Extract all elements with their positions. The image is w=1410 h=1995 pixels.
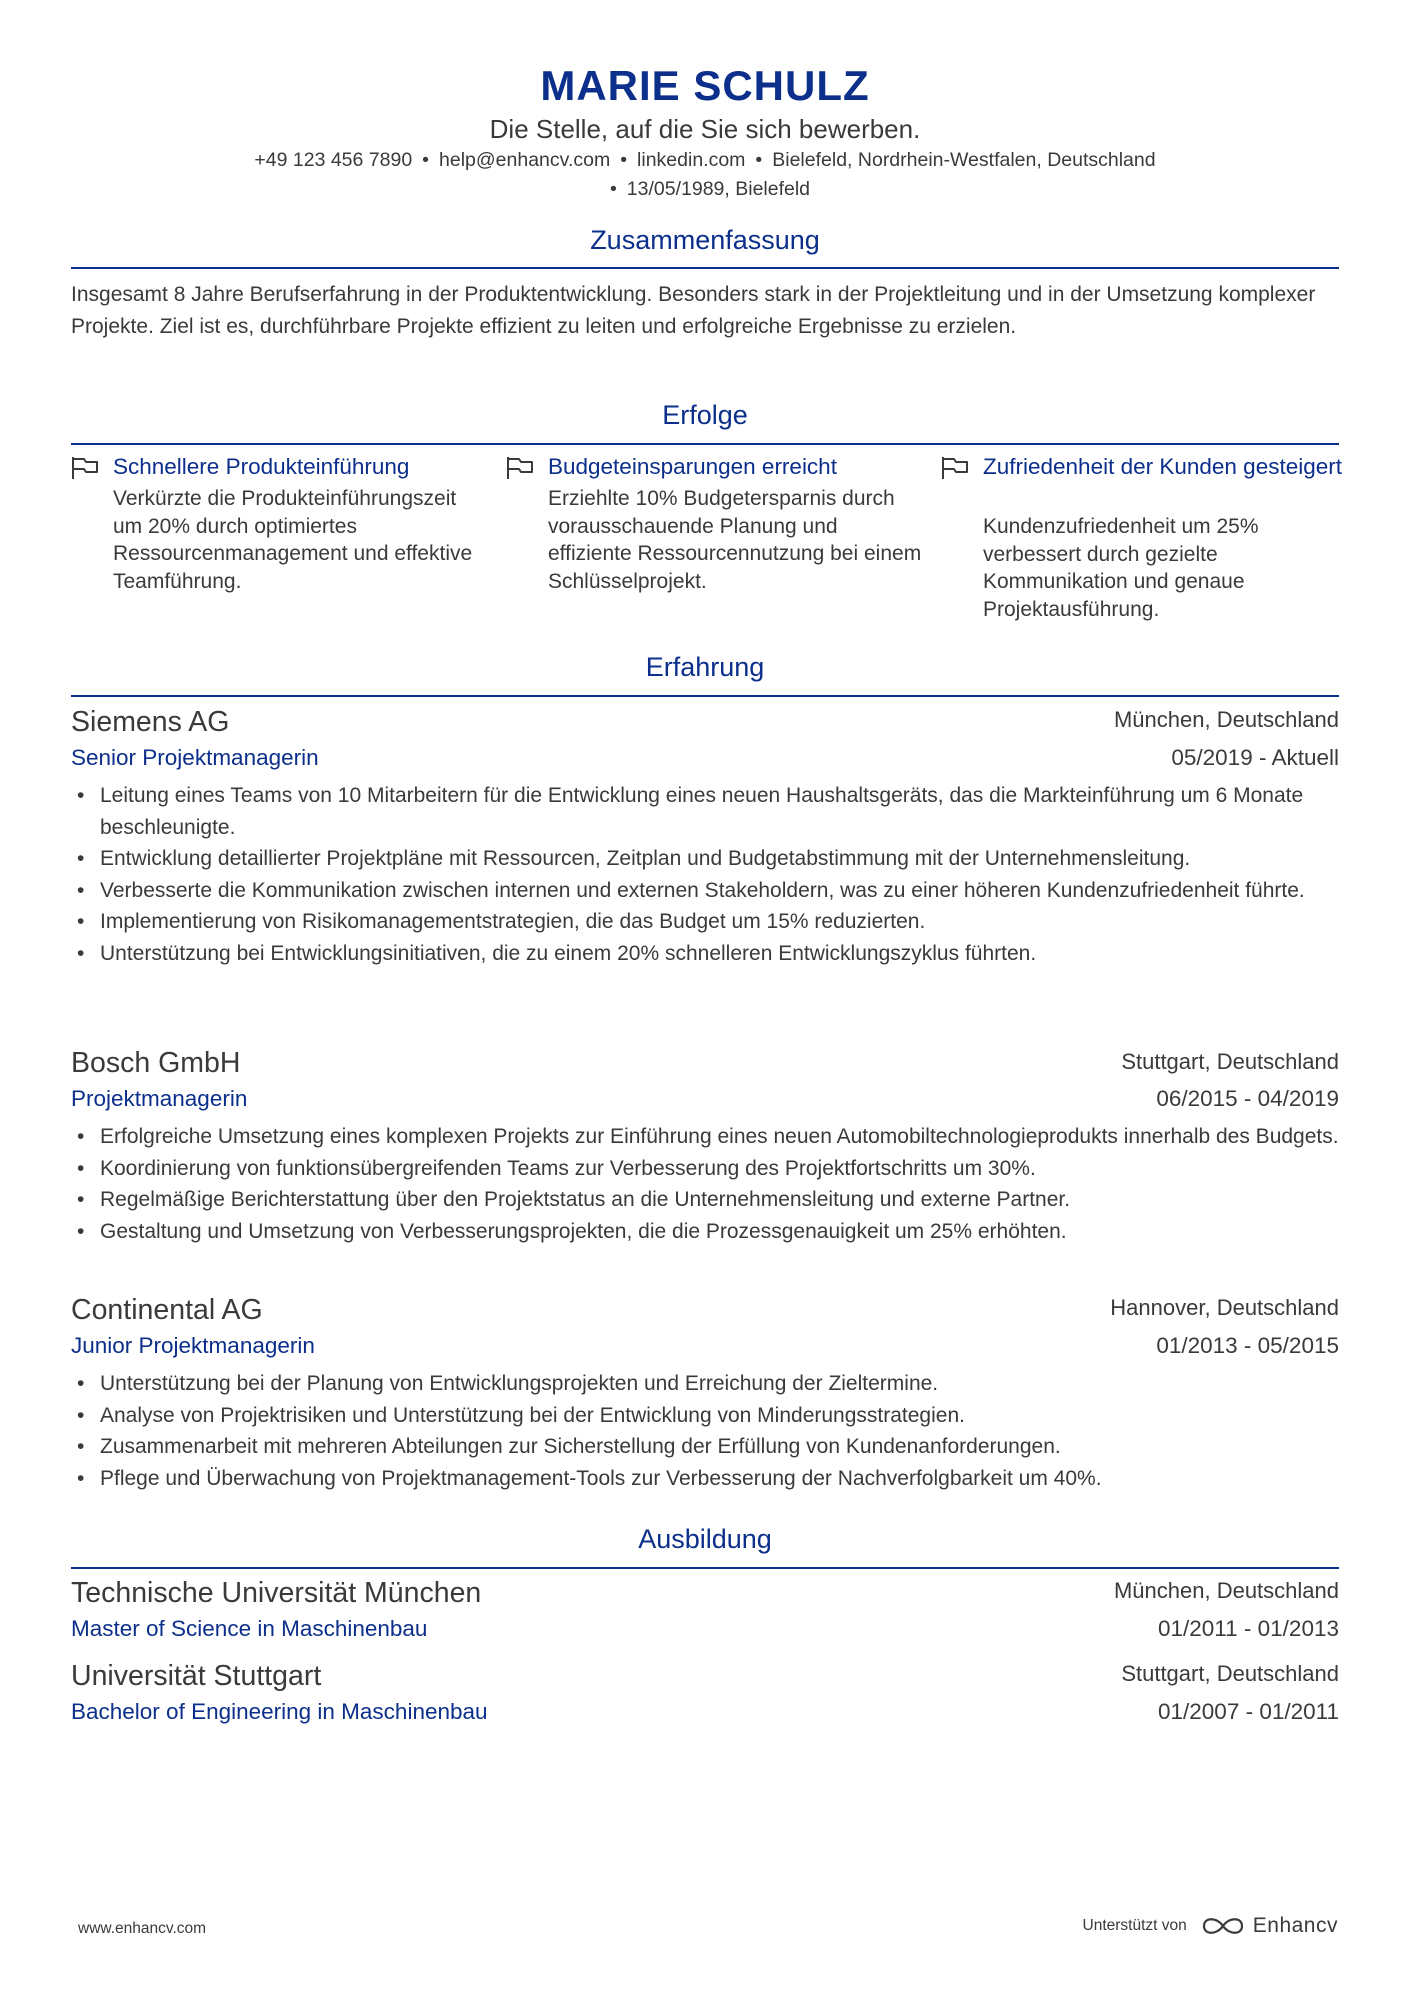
achievement-title: Schnellere Produkteinführung xyxy=(113,454,410,479)
achievement-description: Verkürzte die Produkteinführungszeit um 20% durch optimiertes Ressourcenmanagement und effektive Teamführung. xyxy=(113,487,473,593)
flag-icon xyxy=(71,456,99,480)
section-divider xyxy=(71,443,1339,445)
job-dates: 06/2015 - 04/2019 xyxy=(1156,1086,1339,1111)
section-title-education: Ausbildung xyxy=(638,1524,772,1554)
list-item: • Pflege und Überwachung von Projektmanagement-Tools zur Verbesserung der Nachverfolgbarkeit um 40%. xyxy=(71,1463,1339,1495)
achievement-title: Zufriedenheit der Kunden gesteigert xyxy=(983,454,1342,479)
education-school: Technische Universität München xyxy=(71,1577,482,1609)
job-bullets xyxy=(71,780,1339,969)
candidate-name: MARIE SCHULZ xyxy=(540,62,870,109)
section-divider xyxy=(71,1567,1339,1569)
job-role: Projektmanagerin xyxy=(71,1086,248,1111)
list-item: • Leitung eines Teams von 10 Mitarbeitern für die Entwicklung eines neuen Haushaltsgeräts, das die Markteinführung um 6 Monate beschleunigte. xyxy=(71,780,1339,843)
job-location: Hannover, Deutschland xyxy=(1110,1295,1339,1320)
footer-powered-by xyxy=(1083,1906,1338,1946)
education-degree: Master of Science in Maschinenbau xyxy=(71,1616,428,1641)
list-item: • Regelmäßige Berichterstattung über den Projektstatus an die Unternehmensleitung und externe Partner. xyxy=(71,1184,1339,1216)
education-school: Universität Stuttgart xyxy=(71,1660,322,1692)
section-divider xyxy=(71,267,1339,269)
education-location: Stuttgart, Deutschland xyxy=(1121,1661,1339,1686)
job-company: Bosch GmbH xyxy=(71,1047,241,1079)
job-bullets xyxy=(71,1121,1339,1247)
job-location: Stuttgart, Deutschland xyxy=(1121,1049,1339,1074)
flag-icon xyxy=(941,456,969,480)
list-item: • Koordinierung von funktionsübergreifenden Teams zur Verbesserung des Projektfortschritts um 30%. xyxy=(71,1153,1339,1185)
list-item: • Unterstützung bei der Planung von Entwicklungsprojekten und Erreichung der Zieltermine. xyxy=(71,1368,1339,1400)
contact-separator: • xyxy=(755,149,763,171)
list-item: • Analyse von Projektrisiken und Unterstützung bei der Entwicklung von Minderungsstrategien. xyxy=(71,1400,1339,1432)
job-role: Junior Projektmanagerin xyxy=(71,1333,315,1358)
job-title-placeholder: Die Stelle, auf die Sie sich bewerben. xyxy=(489,114,921,144)
section-title-summary: Zusammenfassung xyxy=(590,225,820,255)
section-title-achievements: Erfolge xyxy=(662,400,748,430)
education-dates: 01/2007 - 01/2011 xyxy=(1158,1699,1339,1724)
education-location: München, Deutschland xyxy=(1113,1578,1339,1603)
linkedin: linkedin.com xyxy=(637,149,746,171)
section-title-experience: Erfahrung xyxy=(645,652,765,682)
job-dates: 05/2019 - Aktuell xyxy=(1171,745,1339,770)
job-dates: 01/2013 - 05/2015 xyxy=(1156,1333,1339,1358)
list-item: • Erfolgreiche Umsetzung eines komplexen Projekts zur Einführung eines neuen Automobiltechnologieprodukts innerhalb des Budgets. xyxy=(71,1121,1339,1153)
list-item: • Entwicklung detaillierter Projektpläne mit Ressourcen, Zeitplan und Budgetabstimmung mit der Unternehmensleitung. xyxy=(71,843,1339,875)
list-item: • Verbesserte die Kommunikation zwischen internen und externen Stakeholdern, was zu einer höheren Kundenzufriedenheit führte. xyxy=(71,875,1339,907)
job-company: Siemens AG xyxy=(71,706,230,738)
section-divider xyxy=(71,695,1339,697)
enhancv-brand: Enhancv xyxy=(1252,1914,1338,1937)
job-company: Continental AG xyxy=(71,1294,263,1326)
contact-separator: • xyxy=(422,149,429,171)
achievement-title: Budgeteinsparungen erreicht xyxy=(548,454,837,479)
job-role: Senior Projektmanagerin xyxy=(71,745,319,770)
list-item: • Gestaltung und Umsetzung von Verbesserungsprojekten, die die Prozessgenauigkeit um 25% erhöhten. xyxy=(71,1216,1339,1248)
list-item: • Unterstützung bei Entwicklungsinitiativen, die zu einem 20% schnelleren Entwicklungszyklus führten. xyxy=(71,938,1339,970)
address: Bielefeld, Nordrhein-Westfalen, Deutschland xyxy=(772,149,1156,171)
summary-text: Insgesamt 8 Jahre Berufserfahrung in der Produktentwicklung. Besonders stark in der Projektleitung und in der Umsetzung komplexer Projekte. Ziel ist es, durchführbare Projekte effizient zu leiten und erfolgreiche Ergebnisse zu erzielen. xyxy=(71,283,1316,338)
contact-line-1 xyxy=(71,149,1339,172)
list-item: • Implementierung von Risikomanagementstrategien, die das Budget um 15% reduzierten. xyxy=(71,906,1339,938)
job-bullets xyxy=(71,1368,1339,1494)
contact-separator: • xyxy=(609,178,617,200)
powered-by-label: Unterstützt von xyxy=(1082,1917,1187,1934)
phone: +49 123 456 7890 xyxy=(254,149,413,171)
contact-line-2 xyxy=(71,178,1339,201)
birth-info: 13/05/1989, Bielefeld xyxy=(626,178,811,200)
flag-icon xyxy=(506,456,534,480)
contact-separator: • xyxy=(620,149,628,171)
achievement-description: Erziehlte 10% Budgetersparnis durch vorausschauende Planung und effiziente Ressourcennutzung bei einem Schlüsselprojekt. xyxy=(548,487,922,593)
achievement-description: Kundenzufriedenheit um 25% verbessert durch gezielte Kommunikation und genaue Projektausführung. xyxy=(983,515,1259,621)
enhancv-logo-icon xyxy=(1201,1913,1245,1939)
education-dates: 01/2011 - 01/2013 xyxy=(1158,1616,1339,1641)
education-degree: Bachelor of Engineering in Maschinenbau xyxy=(71,1699,488,1724)
list-item: • Zusammenarbeit mit mehreren Abteilungen zur Sicherstellung der Erfüllung von Kundenanforderungen. xyxy=(71,1431,1339,1463)
footer-website: www.enhancv.com xyxy=(78,1920,207,1937)
job-location: München, Deutschland xyxy=(1113,707,1339,732)
email: help@enhancv.com xyxy=(439,149,611,171)
